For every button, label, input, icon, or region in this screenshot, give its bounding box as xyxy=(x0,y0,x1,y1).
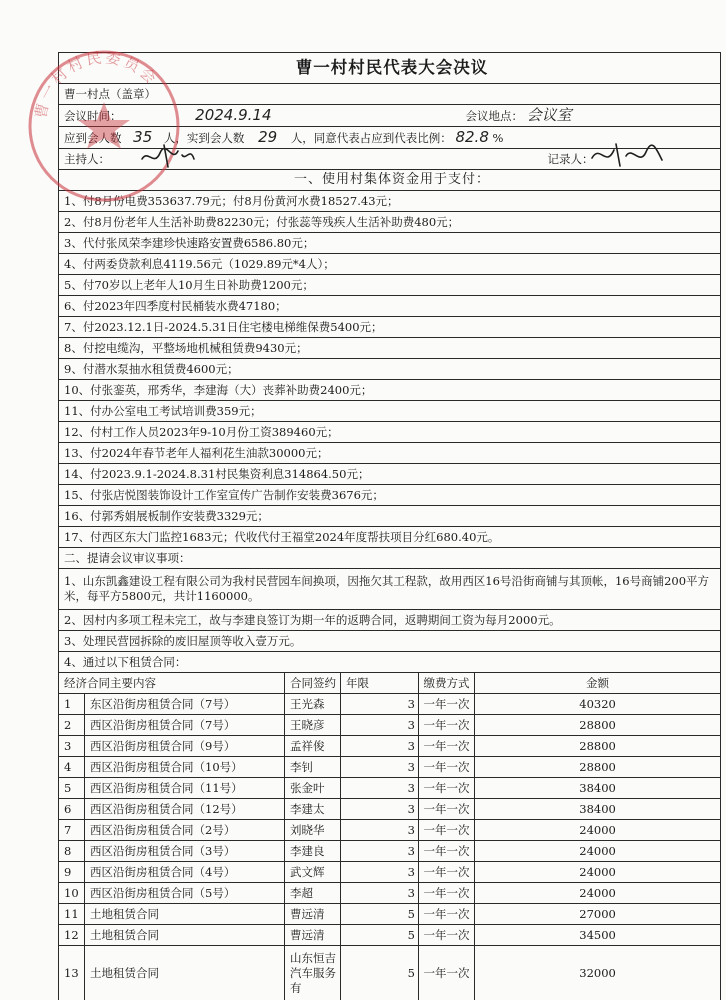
seal-text: 曹一村村民委员会 xyxy=(31,48,162,120)
contract-amount: 38400 xyxy=(475,778,721,799)
contract-years: 3 xyxy=(341,778,419,799)
contract-no: 6 xyxy=(59,799,85,820)
recorder-label: 记录人： xyxy=(547,152,594,166)
contract-content: 西区沿街房租赁合同（9号） xyxy=(85,736,285,757)
contracts-header-content: 经济合同主要内容 xyxy=(59,673,285,694)
section1-item: 2、付8月份老年人生活补助费82230元；付张蕊等残疾人生活补助费480元； xyxy=(59,212,721,233)
section1-item: 9、付潜水泵抽水租赁费4600元； xyxy=(59,359,721,380)
recorder-signature xyxy=(586,138,666,172)
contract-no: 13 xyxy=(59,946,85,1000)
contract-pay: 一年一次 xyxy=(419,841,475,862)
section1-item: 5、付70岁以上老年人10月生日补助费1200元； xyxy=(59,275,721,296)
contract-content: 西区沿街房租赁合同（2号） xyxy=(85,820,285,841)
contract-party: 曹远清 xyxy=(285,904,341,925)
contract-pay: 一年一次 xyxy=(419,946,475,1000)
contract-amount: 40320 xyxy=(475,694,721,715)
contract-years: 3 xyxy=(341,757,419,778)
section1-item: 14、付2023.9.1-2024.8.31村民集资利息314864.50元； xyxy=(59,464,721,485)
contract-no: 7 xyxy=(59,820,85,841)
contract-amount: 24000 xyxy=(475,841,721,862)
contract-amount: 24000 xyxy=(475,883,721,904)
contract-content: 西区沿街房租赁合同（11号） xyxy=(85,778,285,799)
contract-content: 土地租赁合同 xyxy=(85,904,285,925)
contract-pay: 一年一次 xyxy=(419,736,475,757)
attendance-value: 35 xyxy=(133,128,153,146)
contract-years: 3 xyxy=(341,736,419,757)
contract-pay: 一年一次 xyxy=(419,862,475,883)
section1-item: 15、付张店悦图装饰设计工作室宣传广告制作安装费3676元； xyxy=(59,485,721,506)
section1-title: 一、使用村集体资金用于支付： xyxy=(59,170,721,191)
contract-row xyxy=(59,862,721,883)
contract-party: 武文辉 xyxy=(285,862,341,883)
meeting-time-label: 会议时间： xyxy=(64,109,122,123)
section1-item: 3、代付张凤荣李建珍快速路安置费6586.80元； xyxy=(59,233,721,254)
ratio-unit: % xyxy=(492,131,504,145)
section1-item: 12、付村工作人员2023年9-10月份工资389460元； xyxy=(59,422,721,443)
contract-amount: 27000 xyxy=(475,904,721,925)
contract-no: 8 xyxy=(59,841,85,862)
contracts-header-party: 合同签约 xyxy=(285,673,341,694)
ratio-value: 82.8 xyxy=(455,128,489,146)
section2-title: 二、提请会议审议事项： xyxy=(59,548,721,569)
meeting-place-value: 会议室 xyxy=(526,106,572,124)
contract-content: 西区沿街房租赁合同（7号） xyxy=(85,715,285,736)
contracts-table-body xyxy=(59,694,721,1000)
section1-item: 7、付2023.12.1日-2024.5.31日住宅楼电梯维保费5400元； xyxy=(59,317,721,338)
actual-attendance-value: 29 xyxy=(258,128,278,146)
contract-no: 1 xyxy=(59,694,85,715)
contracts-header-amount: 金额 xyxy=(475,673,721,694)
section1-item: 1、付8月份电费353637.79元；付8月份黄河水费18527.43元； xyxy=(59,191,721,212)
contract-row xyxy=(59,841,721,862)
contract-years: 3 xyxy=(341,799,419,820)
contract-amount: 24000 xyxy=(475,862,721,883)
attendance-label: 应到会人数 xyxy=(64,131,122,145)
contract-row xyxy=(59,715,721,736)
contract-content: 土地租赁合同 xyxy=(85,925,285,946)
contract-amount: 24000 xyxy=(475,820,721,841)
section2-item: 1、山东凯鑫建设工程有限公司为我村民营园车间换项，因拖欠其工程款，故用西区16号沿街商铺与其顶帐，16号商铺200平方米，每平方5800元，共计1160000。 xyxy=(59,569,721,610)
section2-item: 2、因村内多项工程未完工，故与李建良签订为期一年的返聘合同，返聘期间工资为每月2000元。 xyxy=(59,610,721,631)
meeting-place-row xyxy=(387,105,721,127)
contract-years: 3 xyxy=(341,715,419,736)
section1-item: 6、付2023年四季度村民桶装水费47180； xyxy=(59,296,721,317)
contract-pay: 一年一次 xyxy=(419,820,475,841)
section1-item: 10、付张銮英，邢秀华，李建海（大）丧葬补助费2400元； xyxy=(59,380,721,401)
host-signature xyxy=(138,141,198,171)
contract-row xyxy=(59,799,721,820)
contract-pay: 一年一次 xyxy=(419,757,475,778)
contract-party: 张金叶 xyxy=(285,778,341,799)
section1-item: 13、付2024年春节老年人福利花生油款30000元； xyxy=(59,443,721,464)
contract-row xyxy=(59,778,721,799)
consent-label: 人，同意代表占应到代表比例： xyxy=(290,131,452,145)
contract-content: 西区沿街房租赁合同（10号） xyxy=(85,757,285,778)
section2-item: 3、处理民营园拆除的废旧屋顶等收入壹万元。 xyxy=(59,631,721,652)
contract-pay: 一年一次 xyxy=(419,778,475,799)
section1-item: 17、付西区东大门监控1683元；代收代付王福堂2024年度帮扶项目分红680.40元。 xyxy=(59,527,721,548)
resolution-table xyxy=(58,52,721,1000)
attendance-mid: 人，实到会人数 xyxy=(163,131,245,145)
contract-party: 李钊 xyxy=(285,757,341,778)
contract-amount: 38400 xyxy=(475,799,721,820)
contract-no: 11 xyxy=(59,904,85,925)
contract-pay: 一年一次 xyxy=(419,925,475,946)
contract-content: 西区沿街房租赁合同（3号） xyxy=(85,841,285,862)
contract-party: 曹远清 xyxy=(285,925,341,946)
contract-no: 2 xyxy=(59,715,85,736)
contract-pay: 一年一次 xyxy=(419,799,475,820)
section2-item: 4、通过以下租赁合同： xyxy=(59,652,721,673)
contract-amount: 28800 xyxy=(475,715,721,736)
contract-row xyxy=(59,736,721,757)
contract-party: 李超 xyxy=(285,883,341,904)
contract-party: 刘晓华 xyxy=(285,820,341,841)
contract-content: 西区沿街房租赁合同（5号） xyxy=(85,883,285,904)
contract-no: 3 xyxy=(59,736,85,757)
contract-row xyxy=(59,883,721,904)
meeting-place-label: 会议地点： xyxy=(465,109,523,123)
contract-amount: 28800 xyxy=(475,757,721,778)
contract-content: 西区沿街房租赁合同（4号） xyxy=(85,862,285,883)
contract-amount: 28800 xyxy=(475,736,721,757)
contract-no: 12 xyxy=(59,925,85,946)
contract-years: 3 xyxy=(341,841,419,862)
contract-years: 5 xyxy=(341,925,419,946)
contract-party: 李建太 xyxy=(285,799,341,820)
page-title: 曹一村村民代表大会决议 xyxy=(59,53,721,84)
contract-row xyxy=(59,925,721,946)
contract-no: 10 xyxy=(59,883,85,904)
contract-party: 山东恒吉汽车服务有 xyxy=(285,946,341,1000)
contract-years: 5 xyxy=(341,904,419,925)
section1-item: 4、付两委贷款利息4119.56元（1029.89元*4人）； xyxy=(59,254,721,275)
contract-content: 西区沿街房租赁合同（12号） xyxy=(85,799,285,820)
contract-no: 9 xyxy=(59,862,85,883)
contract-row xyxy=(59,820,721,841)
section1-item: 16、付郭秀娟展板制作安装费3329元； xyxy=(59,506,721,527)
contract-content: 土地租赁合同 xyxy=(85,946,285,1000)
section1-item: 8、付挖电缆沟，平整场地机械租赁费9430元； xyxy=(59,338,721,359)
contract-pay: 一年一次 xyxy=(419,694,475,715)
contract-years: 3 xyxy=(341,694,419,715)
contract-years: 3 xyxy=(341,820,419,841)
contract-amount: 34500 xyxy=(475,925,721,946)
host-label: 主持人： xyxy=(59,149,387,170)
contract-pay: 一年一次 xyxy=(419,715,475,736)
contract-pay: 一年一次 xyxy=(419,883,475,904)
meeting-time-row xyxy=(59,105,387,127)
contract-years: 3 xyxy=(341,862,419,883)
contract-row xyxy=(59,757,721,778)
contract-amount: 32000 xyxy=(475,946,721,1000)
contract-no: 5 xyxy=(59,778,85,799)
contracts-header-years: 年限 xyxy=(341,673,419,694)
village-label: 曹一村点（盖章） xyxy=(59,84,721,105)
contracts-header-pay: 缴费方式 xyxy=(419,673,475,694)
contract-no: 4 xyxy=(59,757,85,778)
contract-row xyxy=(59,946,721,1000)
contract-years: 5 xyxy=(341,946,419,1000)
contract-party: 孟祥俊 xyxy=(285,736,341,757)
contract-party: 李建良 xyxy=(285,841,341,862)
contract-years: 3 xyxy=(341,883,419,904)
contract-pay: 一年一次 xyxy=(419,904,475,925)
contract-party: 王晓彦 xyxy=(285,715,341,736)
contract-content: 东区沿街房租赁合同（7号） xyxy=(85,694,285,715)
recorder-row xyxy=(387,149,721,170)
meeting-time-value: 2024.9.14 xyxy=(195,106,272,124)
contract-row xyxy=(59,694,721,715)
section1-item: 11、付办公室电工考试培训费359元； xyxy=(59,401,721,422)
contract-row xyxy=(59,904,721,925)
contract-party: 王光森 xyxy=(285,694,341,715)
